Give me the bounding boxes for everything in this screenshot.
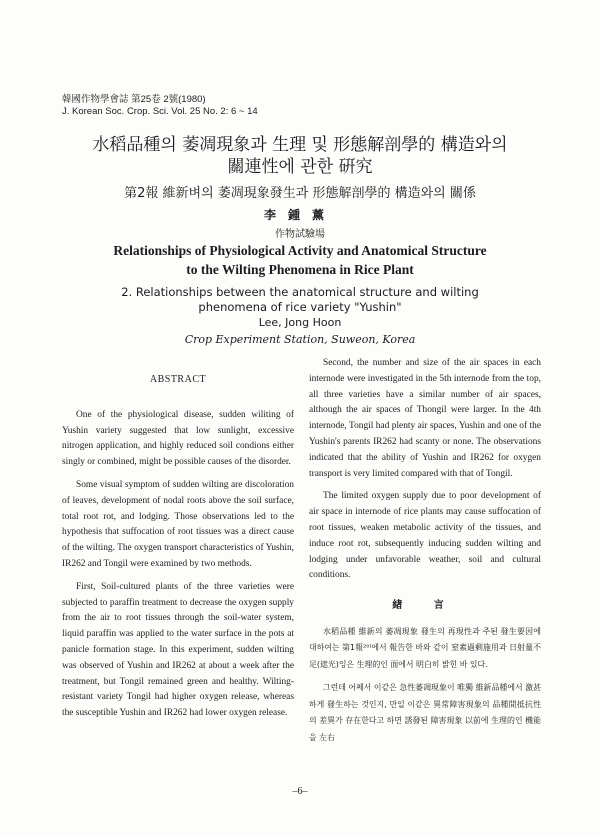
introduction-heading: 緖 言 [392, 600, 458, 612]
left-column [62, 372, 294, 729]
abstract-paragraph: Second, the number and size of the air spaces in each internode were investigated in the 5th internode from the top, all three varieties have a similar number of air spaces, although the air spaces of Thongil were larger. In the 4th internode, Tongil had plenty air spaces, Yushin and one of the Yushin's parents IR262 had scanty or none. The observations indicated that the ability of Yushin and IR262 for oxygen transport is very limited compared with that of Tongil. [309, 358, 541, 479]
abstract-paragraph: The limited oxygen supply due to poor development of air space in internode of rice plants may cause suffocation of root tissues, weaken metabolic activity of the tissues, and induce root rot, subsequently inducing sudden wilting and lodging under unfavorable weather, soil and cultural conditions. [309, 491, 541, 581]
journal-line-en: J. Korean Soc. Crop. Sci. Vol. 25 No. 2: 6 ~ 14 [62, 106, 258, 117]
subtitle-korean: 第2報 維新벼의 萎凋現象發生과 形態解剖學的 構造와의 關係 [124, 186, 476, 201]
abstract-paragraph: First, Soil-cultured plants of the three varieties were subjected to paraffin treatment to decrease the oxygen supply from the air to root tissues through the soil-water system, liquid paraffin was applied to the water surface in the pots at panicle formation stage. In this experiment, sudden wilting was observed of Yushin and IR262 at about a week after the treatment, but Tongil remained green and healthy. Wilting-resistant variety Tongil had higher oxygen release, whereas the susceptible Yushin and IR262 had lower oxygen release. [62, 581, 294, 719]
subtitle-english-line1: 2. Relationships between the anatomical structure and wilting [121, 285, 479, 299]
introduction-paragraph: 그런데 어쩨서 이같은 急性萎凋現象이 唯獨 維新品種에서 激甚하게 發生하는 것인지, 만일 이같은 異常障害現象의 品種間抵抗性의 差異가 存在한다고 하면 誘發된 障害現象 以前에 生理的인 機能을 左右 [309, 683, 541, 742]
abstract-paragraph: Some visual symptom of sudden wilting are discoloration of leaves, development of nodal roots above the soil surface, total root rot, and lodging. Those observations led to the hypothesis that suffocation of root tissues was a direct cause of the wilting. The oxygen transport characteristics of Yushin, IR262 and Tongil were examined by two methods. [62, 479, 294, 569]
title-english-line2: to the Wilting Phenomena in Rice Plant [186, 262, 414, 277]
subtitle-english [60, 285, 540, 315]
abstract-paragraph: One of the physiological disease, sudden wiliting of Yushin variety suggested that low sunlight, excessive nitrogen application, and highly reduced soil condions either singly or combined, might be possible causes of the disorder. [62, 409, 294, 468]
abstract-heading: ABSTRACT [149, 374, 207, 385]
title-english-line1: Relationships of Physiological Activity and Anatomical Structure [113, 243, 487, 258]
institution-korean: 作物試驗場 [275, 229, 325, 240]
title-korean-line2: 關連性에 관한 硏究 [227, 157, 373, 177]
introduction-paragraph: 水稻品種 維新의 萎凋現象 發生의 再現性과 주된 發生要因에 대하여는 第1報²⁰⁾에서 報告한 바와 같이 窒素過剩施用과 日射量不足(遮光)잉은 生理的인 面에서 明白히 밝힌 바 있다. [309, 626, 541, 669]
institution-english: Crop Experiment Station, Suweon, Korea [184, 333, 416, 346]
subtitle-english-line2: phenomena of rice variety "Yushin" [198, 300, 402, 314]
journal-citation [62, 94, 258, 118]
right-column [309, 356, 541, 753]
author-english: Lee, Jong Hoon [258, 316, 342, 329]
page-number: –6– [292, 786, 308, 797]
journal-line-ko: 韓國作物學會誌 第25卷 2號(1980) [62, 94, 206, 105]
title-korean-line1: 水稻品種의 萎凋現象과 生理 및 形態解剖學的 構造와의 [92, 135, 508, 155]
author-korean: 李鍾薰 [263, 208, 336, 222]
title-english [60, 241, 540, 279]
title-korean [40, 134, 560, 178]
